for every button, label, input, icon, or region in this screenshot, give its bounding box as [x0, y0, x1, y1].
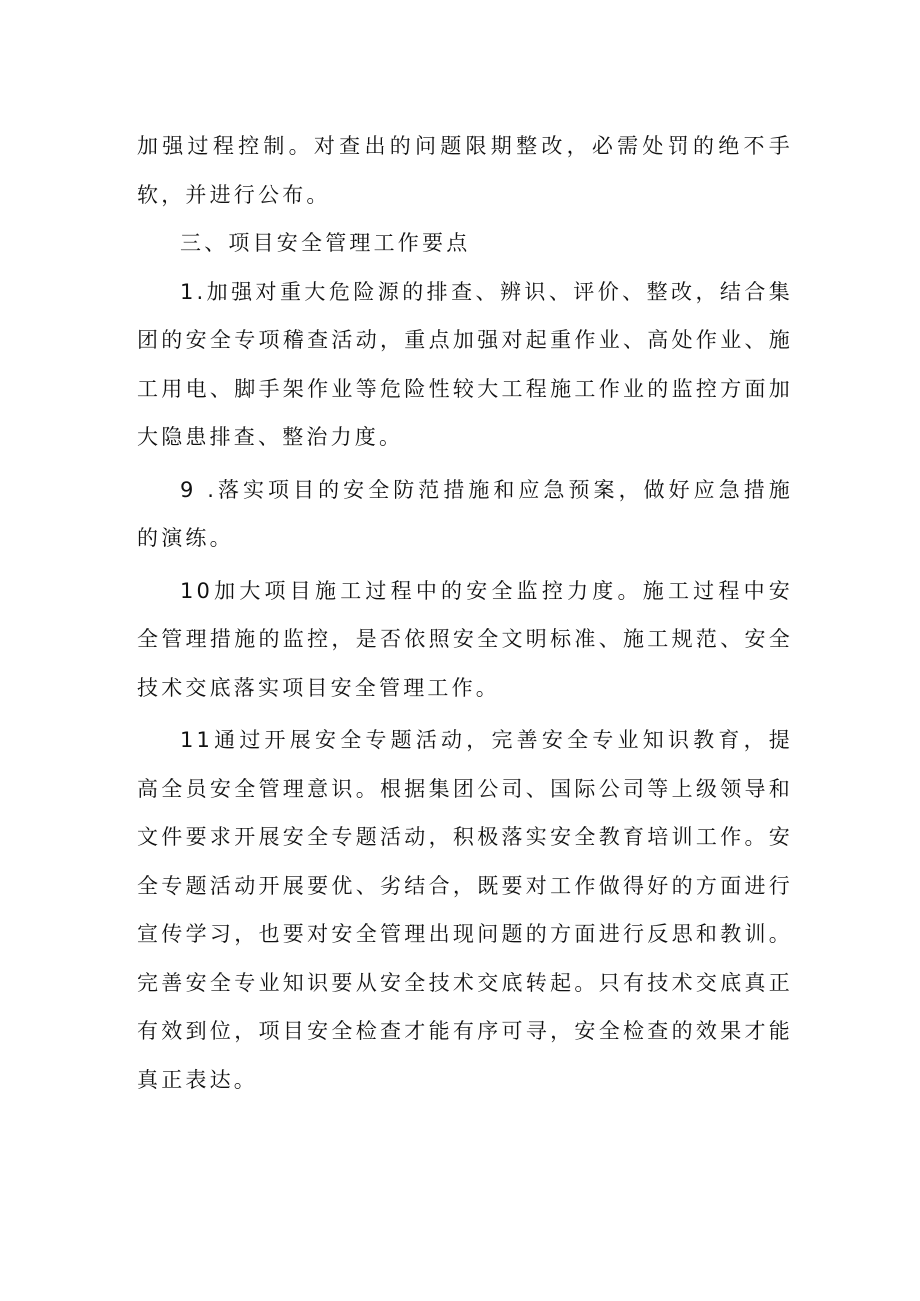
paragraph-item-11: 11通过开展安全专题活动，完善安全专业知识教育，提高全员安全管理意识。根据集团公司、国际公司等上级领导和文件要求开展安全专题活动，积极落实安全教育培训工作。安全专题活动开展要优、劣结合，既要对工作做得好的方面进行宣传学习，也要对安全管理出现问题的方面进行反思和教训。完善安全专业知识要从安全技术交底转起。只有技术交底真正有效到位，项目安全检查才能有序可寻，安全检查的效果才能真正表达。	[137, 728, 793, 1092]
paragraph-item-1: 1.加强对重大危险源的排查、辨识、评价、整改，结合集团的安全专项稽查活动，重点加强对起重作业、高处作业、施工用电、脚手架作业等危险性较大工程施工作业的监控方面加大隐患排查、整治力度。	[137, 279, 793, 449]
paragraph-item-10: 10加大项目施工过程中的安全监控力度。施工过程中安全管理措施的监控，是否依照安全文明标准、施工规范、安全技术交底落实项目安全管理工作。	[137, 578, 793, 700]
document-body	[137, 122, 793, 1104]
section-heading-safety-points: 三、项目安全管理工作要点	[180, 231, 471, 255]
paragraph-process-control: 加强过程控制。对查出的问题限期整改，必需处罚的绝不手软，并进行公布。	[137, 134, 793, 207]
paragraph-item-9: 9 .落实项目的安全防范措施和应急预案，做好应急措施的演练。	[137, 477, 793, 550]
